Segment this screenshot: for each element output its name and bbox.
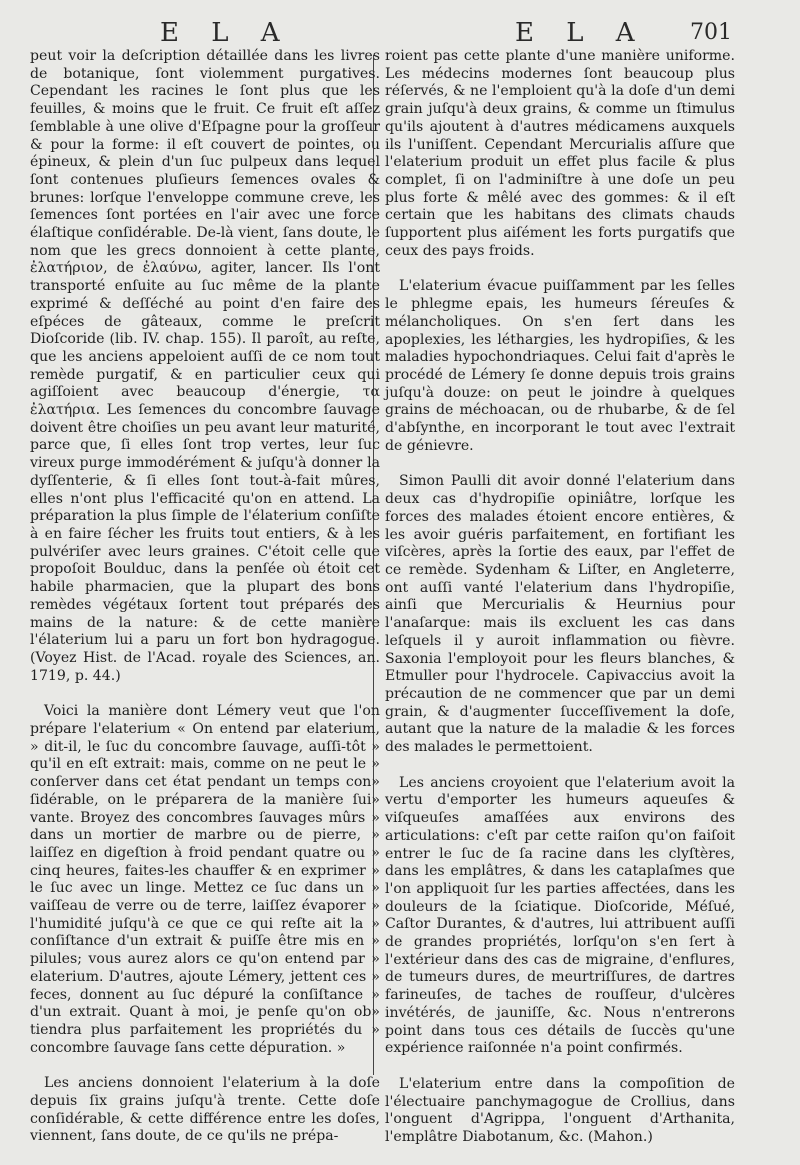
paragraph: peut voir la deſcription détaillée dans les livres de botanique, ſont violemment purgatives. Cependant les racines le ſont plus que les feuilles, & moins que le fruit. Ce fruit eſt aſſez ſemblable à une olive d'Eſpagne pour la groſſeur & pour la forme: il eſt couvert de pointes, ou épineux, & plein d'un ſuc pulpeux dans lequel ſont contenues pluſieurs ſemences ovales & brunes: lorſque l'enveloppe commune creve, les ſemences ſont portées en l'air avec une force élaſtique conſidérable. De-là vient, ſans doute, le nom que les grecs donnoient à cette plante, ἐλατήριον, de ἐλαύνω, agiter, lancer. Ils l'ont transporté enſuite au ſuc même de la plante exprimé & deſſéché au point d'en faire des eſpéces de gâteaux, comme le preſcrit Dioſcoride (lib. IV. chap. 155). Il paroît, au reſte, que les anciens appeloient auſſi de ce nom tout remède purgatif, & en particulier ceux qui agiſſoient avec beaucoup d'énergie, τα ἐλατήρια. Les ſemences du concombre ſauvage doivent être choiſies un peu avant leur maturité, parce que, ſi elles ſont trop vertes, leur ſuc vireux purge immodérément & juſqu'à donner la dyſſenterie, & ſi elles ſont tout-à-fait mûres, elles n'ont plus l'efficacité qu'on en attend. La préparation la plus ſimple de l'élaterium conſiſte à en faire ſécher les fruits tout entiers, & à les pulvériſer avec leurs graines. C'étoit celle que propoſoit Boulduc, dans la penſée où étoit cet habile pharmacien, que la plupart des bons remèdes végétaux ſortent tout préparés des mains de la nature: & de cette manière l'élaterium lui a paru un fort bon hydragogue. (Voyez Hist. de l'Acad. royale des Sciences, an. 1719, p. 44.) (30, 48, 380, 684)
right-running-head: E L A (515, 18, 647, 48)
left-column (30, 48, 380, 1164)
paragraph: Les anciens croyoient que l'elaterium avoit la vertu d'emporter les humeurs aqueuſes & viſqueuſes amaſſées aux environs des articulations: c'eſt par cette raiſon qu'on faiſoit entrer le ſuc de ſa racine dans les clyſtères, dans les emplâtres, & dans les cataplaſmes que l'on appliquoit ſur les parties affectées, dans les douleurs de la ſciatique. Dioſcoride, Méſué, Caſtor Durantes, & d'autres, lui attribuent auſſi de grandes propriétés, lorſqu'on s'en ſert à l'extérieur dans des cas de migraine, d'enflures, de tumeurs dures, de meurtriſſures, de dartres farineuſes, de taches de rouſſeur, d'ulcères invétérés, de jauniſſe, &c. Nous n'entrerons point dans tous ces détails de ſuccès qu'une expérience raiſonnée n'a point confirmés. (385, 774, 735, 1057)
paragraph: Simon Paulli dit avoir donné l'elaterium dans deux cas d'hydropiſie opiniâtre, lorſque les forces des malades étoient encore entières, & les avoir guéris parfaitement, en fortifiant les viſcères, après la ſortie des eaux, par l'effet de ce remède. Sydenham & Liſter, en Angleterre, ont auſſi vanté l'elaterium dans l'hydropiſie, ainſi que Mercurialis & Heurnius pour l'anaſarque: mais ils excluent les cas dans leſquels il y auroit inflammation ou fièvre. Saxonia l'employoit pour les fleurs blanches, & Etmuller pour l'hydrocele. Capivaccius avoit la précaution de ne commencer que par un demi grain, & d'augmenter ſucceſſivement la doſe, autant que la nature de la maladie & les forces des malades le permettoient. (385, 473, 735, 756)
left-running-head: E L A (160, 18, 292, 48)
right-column (385, 48, 735, 1165)
paragraph: Les anciens donnoient l'elaterium à la doſe depuis ſix grains juſqu'à trente. Cette doſe conſidérable, & cette différence entre les doſes, viennent, ſans doute, de ce qu'ils ne prépa- (30, 1075, 380, 1145)
paragraph: roient pas cette plante d'une manière uniforme. Les médecins modernes ſont beaucoup plus réſervés, & ne l'emploient qu'à la doſe d'un demi grain juſqu'à deux grains, & comme un ſtimulus qu'ils ajoutent à d'autres médicamens auxquels ils l'uniſſent. Cependant Mercurialis aſſure que l'elaterium produit un effet plus facile & plus complet, ſi on l'adminiſtre à une doſe un peu plus forte & mêlé avec des gommes: & il eſt certain que les habitans des climats chauds ſupportent plus aiſément les forts purgatifs que ceux des pays froids. (385, 48, 735, 259)
page-number: 701 (690, 20, 732, 45)
paragraph: Voici la manière dont Lémery veut que l'on prépare l'elaterium « On entend par elaterium, » dit-il, le ſuc du concombre ſauvage, auſſi-tôt » qu'il en eſt extrait: mais, comme on ne peut le » conſerver dans cet état pendant un temps con» ſidérable, on le préparera de la manière ſui» vante. Broyez des concombres ſauvages mûrs » dans un mortier de marbre ou de pierre, » laiſſez en digeſtion à froid pendant quatre ou » cinq heures, faites-les chauffer & en exprimer » le ſuc avec un linge. Mettez ce ſuc dans un » vaiſſeau de verre ou de terre, laiſſez évaporer » l'humidité juſqu'à ce que ce qui reſte ait la » conſiſtance d'un extrait & puiſſe être mis en » pilules; vous aurez alors ce qu'on entend par » elaterium. D'autres, ajoute Lémery, jettent ces » feces, donnent au ſuc dépuré la conſiſtance » d'un extrait. Quant à moi, je penſe qu'on ob» tiendra plus parfaitement les propriétés du » concombre ſauvage ſans cette dépuration. » (30, 703, 380, 1056)
paragraph: L'elaterium évacue puiſſamment par les ſelles le phlegme epais, les humeurs ſéreuſes & mélancholiques. On s'en ſert dans les apoplexies, les léthargies, les hydropiſies, & les maladies hypochondriaques. Celui fait d'après le procédé de Lémery ſe donne depuis trois grains juſqu'à douze: on peut le joindre à quelques grains de méchoacan, ou de rhubarbe, & de ſel d'abſynthe, en incorporant le tout avec l'extrait de génievre. (385, 278, 735, 454)
paragraph: L'elaterium entre dans la compoſition de l'électuaire panchymagogue de Crollius, dans l'onguent d'Agrippa, l'onguent d'Arthanita, l'emplâtre Diabotanum, &c. (Mahon.) (385, 1075, 735, 1146)
